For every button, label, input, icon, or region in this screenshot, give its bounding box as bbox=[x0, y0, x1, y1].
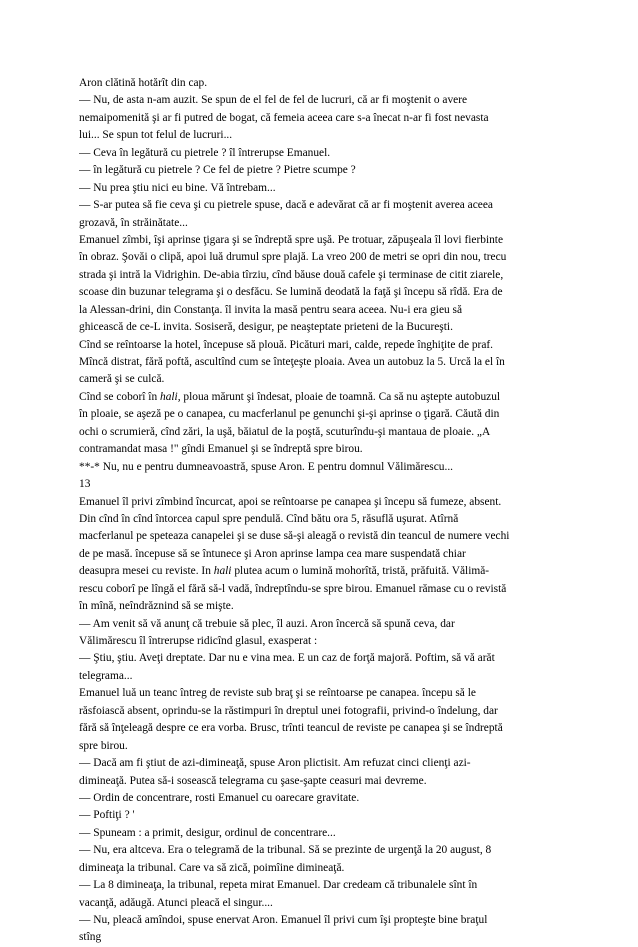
text-line: Mîncă distrat, fără poftă, ascultînd cum se înteţeşte ploaia. Avea un autobuz la 5. Urcă la el în bbox=[79, 356, 505, 368]
text-line: 13 bbox=[79, 478, 91, 491]
text-line: — Nu, de asta n-am auzit. Se spun de el fel de fel de lucruri, că ar fi moştenit o avere bbox=[79, 94, 468, 107]
text-line: Cînd se reîntoarse la hotel, începuse să plouă. Picături mari, calde, repede înghiţite de praf. bbox=[79, 338, 494, 351]
text-line: — Spuneam : a primit, desigur, ordinul de concentrare... bbox=[79, 826, 336, 839]
text-line: ochi o scrumieră, cînd zări, la uşă, băiatul de la poştă, scuturîndu-şi mantaua de ploaie. „A bbox=[79, 425, 491, 438]
text-line: telegrama... bbox=[79, 669, 133, 682]
text-line: spre birou. bbox=[79, 739, 128, 752]
text-line: strada şi intră la Vidrighin. De-abia tîrziu, cînd băuse două cafele şi terminase de citit ziarele, bbox=[79, 268, 504, 281]
text-line: — Nu prea ştiu nici eu bine. Vă întrebam... bbox=[79, 181, 276, 194]
text-line: de pe masă. începuse să se întunece şi Aron aprinse lampa cea mare suspendată chiar bbox=[79, 547, 466, 560]
text-line: — Nu, era altceva. Era o telegramă de la tribunal. Să se prezinte de urgenţă la 20 august, 8 bbox=[79, 844, 492, 857]
text-line: contramandat masa !" gîndi Emanuel şi se îndreptă spre birou. bbox=[79, 443, 363, 456]
text-line: macferlanul pe speteaza canapelei şi se duse să-şi aleagă o revistă din teancul de numere vechi bbox=[79, 530, 510, 543]
text-line: deasupra mesei cu reviste. In hali plutea acum o lumină mohorîtă, tristă, prăfuită. Vălimă- bbox=[79, 565, 490, 578]
text-line: Emanuel luă un teanc întreg de reviste sub braţ şi se reîntoarse pe canapea. începu să le bbox=[79, 687, 476, 700]
text-line: — Ceva în legătură cu pietrele ? îl întrerupse Emanuel. bbox=[79, 146, 331, 159]
text-line: vacanţă, adăugă. Atunci pleacă el singur.... bbox=[79, 896, 273, 909]
text-line: — La 8 dimineaţa, la tribunal, repeta mirat Emanuel. Dar credeam că tribunalele sînt în bbox=[79, 879, 478, 892]
text-line: — Ştiu, ştiu. Aveţi dreptate. Dar nu e vina mea. E un caz de forţă majoră. Poftim, să vă arăt bbox=[79, 652, 495, 665]
text-line: grozavă, în străinătate... bbox=[79, 216, 188, 229]
text-line: stîng bbox=[79, 931, 102, 944]
text-line: scoase din buzunar telegrama şi o desfăcu. Se lumină deodată la faţă şi începu să rîdă. Era de bbox=[79, 286, 503, 299]
text-line: fără să înţeleagă despre ce era vorba. Brusc, trînti teancul de reviste pe canapea şi se îndreptă bbox=[79, 722, 503, 735]
text-line: Emanuel zîmbi, îşi aprinse ţigara şi se îndreptă spre uşă. Pe trotuar, zăpuşeala îl lovi fierbinte bbox=[79, 233, 504, 246]
document-page bbox=[79, 75, 562, 947]
text-line: — Am venit să vă anunţ că trebuie să plec, îl auzi. Aron încercă să spună ceva, dar bbox=[79, 617, 455, 630]
text-line: nemaipomenită şi ar fi putred de bogat, că femeia aceea care s-a înecat n-ar fi fost nevasta bbox=[79, 111, 489, 124]
text-line: — în legătură cu pietrele ? Ce fel de pietre ? Pietre scumpe ? bbox=[79, 164, 356, 177]
text-line: lui... Se spun tot felul de lucruri... bbox=[79, 129, 233, 142]
text-line: — Ordin de concentrare, rosti Emanuel cu oarecare gravitate. bbox=[79, 791, 360, 804]
text-line: Din cînd în cînd întorcea capul spre pendulă. Cînd bătu ora 5, răsuflă uşurat. Atîrnă bbox=[79, 512, 459, 525]
text-line: în mînă, neîndrăznind să se mişte. bbox=[79, 600, 234, 613]
text-line: la Alessan-drini, din Constanţa. îl invita la masă pentru seara aceea. Nu-i era gieu să bbox=[79, 303, 463, 316]
text-line: răsfoiască absent, oprindu-se la răstimpuri în dreptul unei fotografii, privind-o îndelung, dar bbox=[79, 704, 498, 717]
text-line: — S-ar putea să fie ceva şi cu pietrele spuse, dacă e adevărat că ar fi moştenit averea aceea bbox=[79, 199, 493, 212]
text-line: Emanuel îl privi zîmbind încurcat, apoi se reîntoarse pe canapea şi începu să fumeze, absent. bbox=[79, 495, 502, 508]
text-line: dimineaţă. Putea să-i sosească telegrama cu şase-şapte ceasuri mai devreme. bbox=[79, 774, 427, 787]
text-line: dimineaţa la tribunal. Care va să zică, poimîine dimineaţă. bbox=[79, 861, 345, 874]
text-line: — Nu, pleacă amîndoi, spuse enervat Aron. Emanuel îl privi cum îşi propteşte bine braţul bbox=[79, 914, 488, 926]
text-line: — Dacă am fi ştiut de azi-dimineaţă, spuse Aron plictisit. Am refuzat cinci clienţi azi- bbox=[79, 757, 471, 770]
text-line: Vălimărescu îl întrerupse ridicînd glasul, exasperat : bbox=[79, 635, 318, 647]
text-line: cameră şi se culcă. bbox=[79, 373, 165, 386]
text-line: în ploaie, se aşeză pe o canapea, cu macferlanul pe genunchi şi-şi aprinse o ţigară. Căută din bbox=[79, 408, 500, 421]
text-line: — Poftiţi ? ' bbox=[79, 809, 135, 822]
text-line: în obraz. Şovăi o clipă, apoi luă drumul spre plajă. La vreo 200 de metri se opri din nou, trecu bbox=[79, 251, 507, 264]
text-line: ghicească de ce-L invita. Sosiseră, desigur, pe neaşteptate prieteni de la Bucureşti. bbox=[79, 321, 453, 334]
text-line: rescu coborî pe lîngă el fără să-l vadă, îndreptîndu-se spre birou. Emanuel rămase cu o revistă bbox=[79, 582, 507, 595]
text-line: Cînd se coborî în hali, ploua mărunt şi îndesat, ploaie de toamnă. Ca să nu aştepte autobuzul bbox=[79, 390, 501, 403]
text-line: Aron clătină hotărît din cap. bbox=[79, 77, 208, 89]
text-line: **-* Nu, nu e pentru dumneavoastră, spuse Aron. E pentru domnul Vălimărescu... bbox=[79, 460, 454, 473]
